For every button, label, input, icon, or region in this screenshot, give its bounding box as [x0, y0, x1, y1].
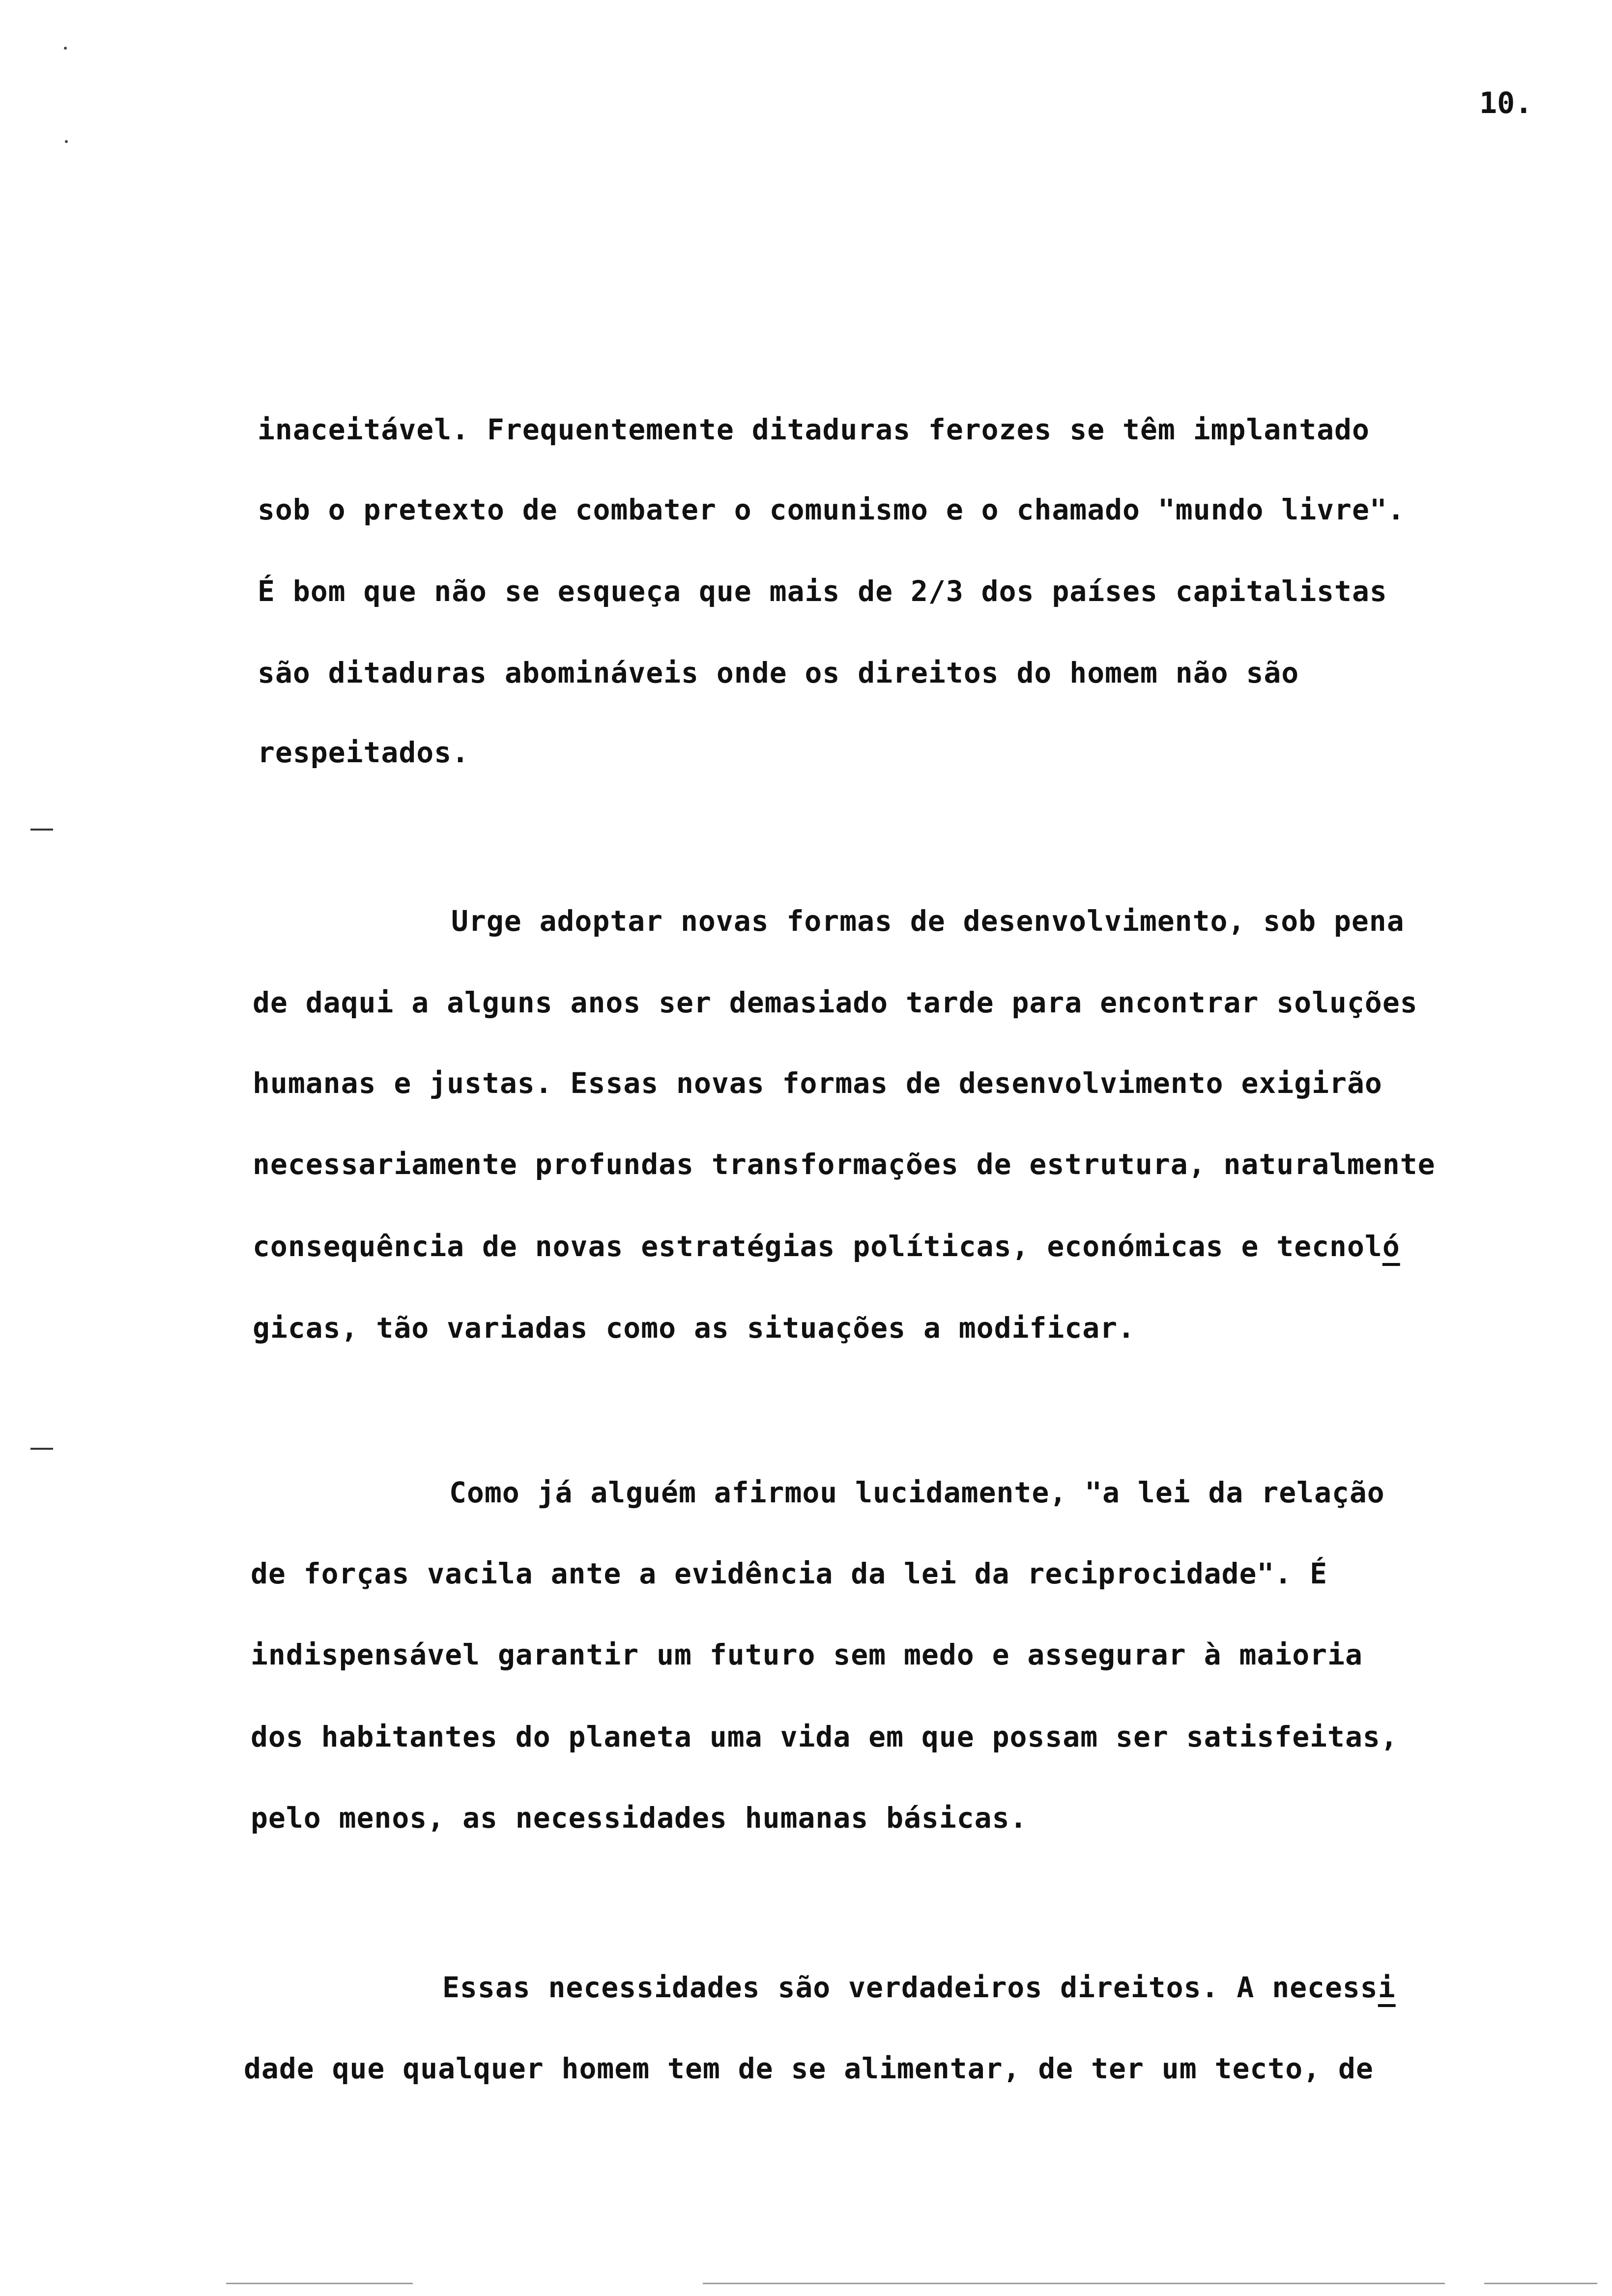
- text-line-main: Essas necessidades são verdadeiros direitos. A necess: [442, 1971, 1378, 2004]
- text-line: necessariamente profundas transformações de estrutura, naturalmente: [253, 1148, 1436, 1181]
- underlined-syllable: i: [1378, 1971, 1396, 2004]
- text-line: indispensável garantir um futuro sem medo e assegurar à maioria: [251, 1638, 1363, 1671]
- text-line: respeitados.: [258, 736, 470, 769]
- page-number: 10.: [1479, 86, 1533, 120]
- scan-edge: [703, 2283, 1445, 2284]
- margin-mark: [30, 829, 53, 831]
- text-line: de daqui a alguns anos ser demasiado tarde para encontrar soluções: [253, 986, 1418, 1019]
- text-line: dade que qualquer homem tem de se alimentar, de ter um tecto, de: [244, 2052, 1374, 2085]
- text-line: de forças vacila ante a evidência da lei da reciprocidade". É: [251, 1557, 1328, 1590]
- text-line: são ditaduras abomináveis onde os direitos do homem não são: [258, 656, 1299, 689]
- text-line: [253, 1230, 1400, 1263]
- text-line: Urge adoptar novas formas de desenvolvimento, sob pena: [451, 904, 1405, 938]
- scan-dot: [65, 140, 68, 143]
- text-line: É bom que não se esqueça que mais de 2/3 dos países capitalistas: [258, 574, 1387, 608]
- text-line-main: consequência de novas estratégias políticas, económicas e tecnol: [253, 1230, 1382, 1263]
- text-line: humanas e justas. Essas novas formas de desenvolvimento exigirão: [253, 1066, 1382, 1100]
- text-line: dos habitantes do planeta uma vida em que possam ser satisfeitas,: [251, 1720, 1398, 1753]
- margin-mark: [30, 1448, 53, 1450]
- scan-edge: [1484, 2283, 1597, 2284]
- text-line: pelo menos, as necessidades humanas básicas.: [251, 1801, 1028, 1835]
- text-line: sob o pretexto de combater o comunismo e o chamado "mundo livre".: [258, 493, 1405, 526]
- text-line: [442, 1971, 1396, 2004]
- underlined-syllable: ó: [1382, 1230, 1400, 1263]
- scan-edge: [226, 2283, 413, 2284]
- text-line: gicas, tão variadas como as situações a modificar.: [253, 1311, 1135, 1345]
- text-line: inaceitável. Frequentemente ditaduras ferozes se têm implantado: [258, 413, 1370, 446]
- scan-dot: [64, 47, 67, 50]
- text-line: Como já alguém afirmou lucidamente, "a lei da relação: [449, 1476, 1385, 1509]
